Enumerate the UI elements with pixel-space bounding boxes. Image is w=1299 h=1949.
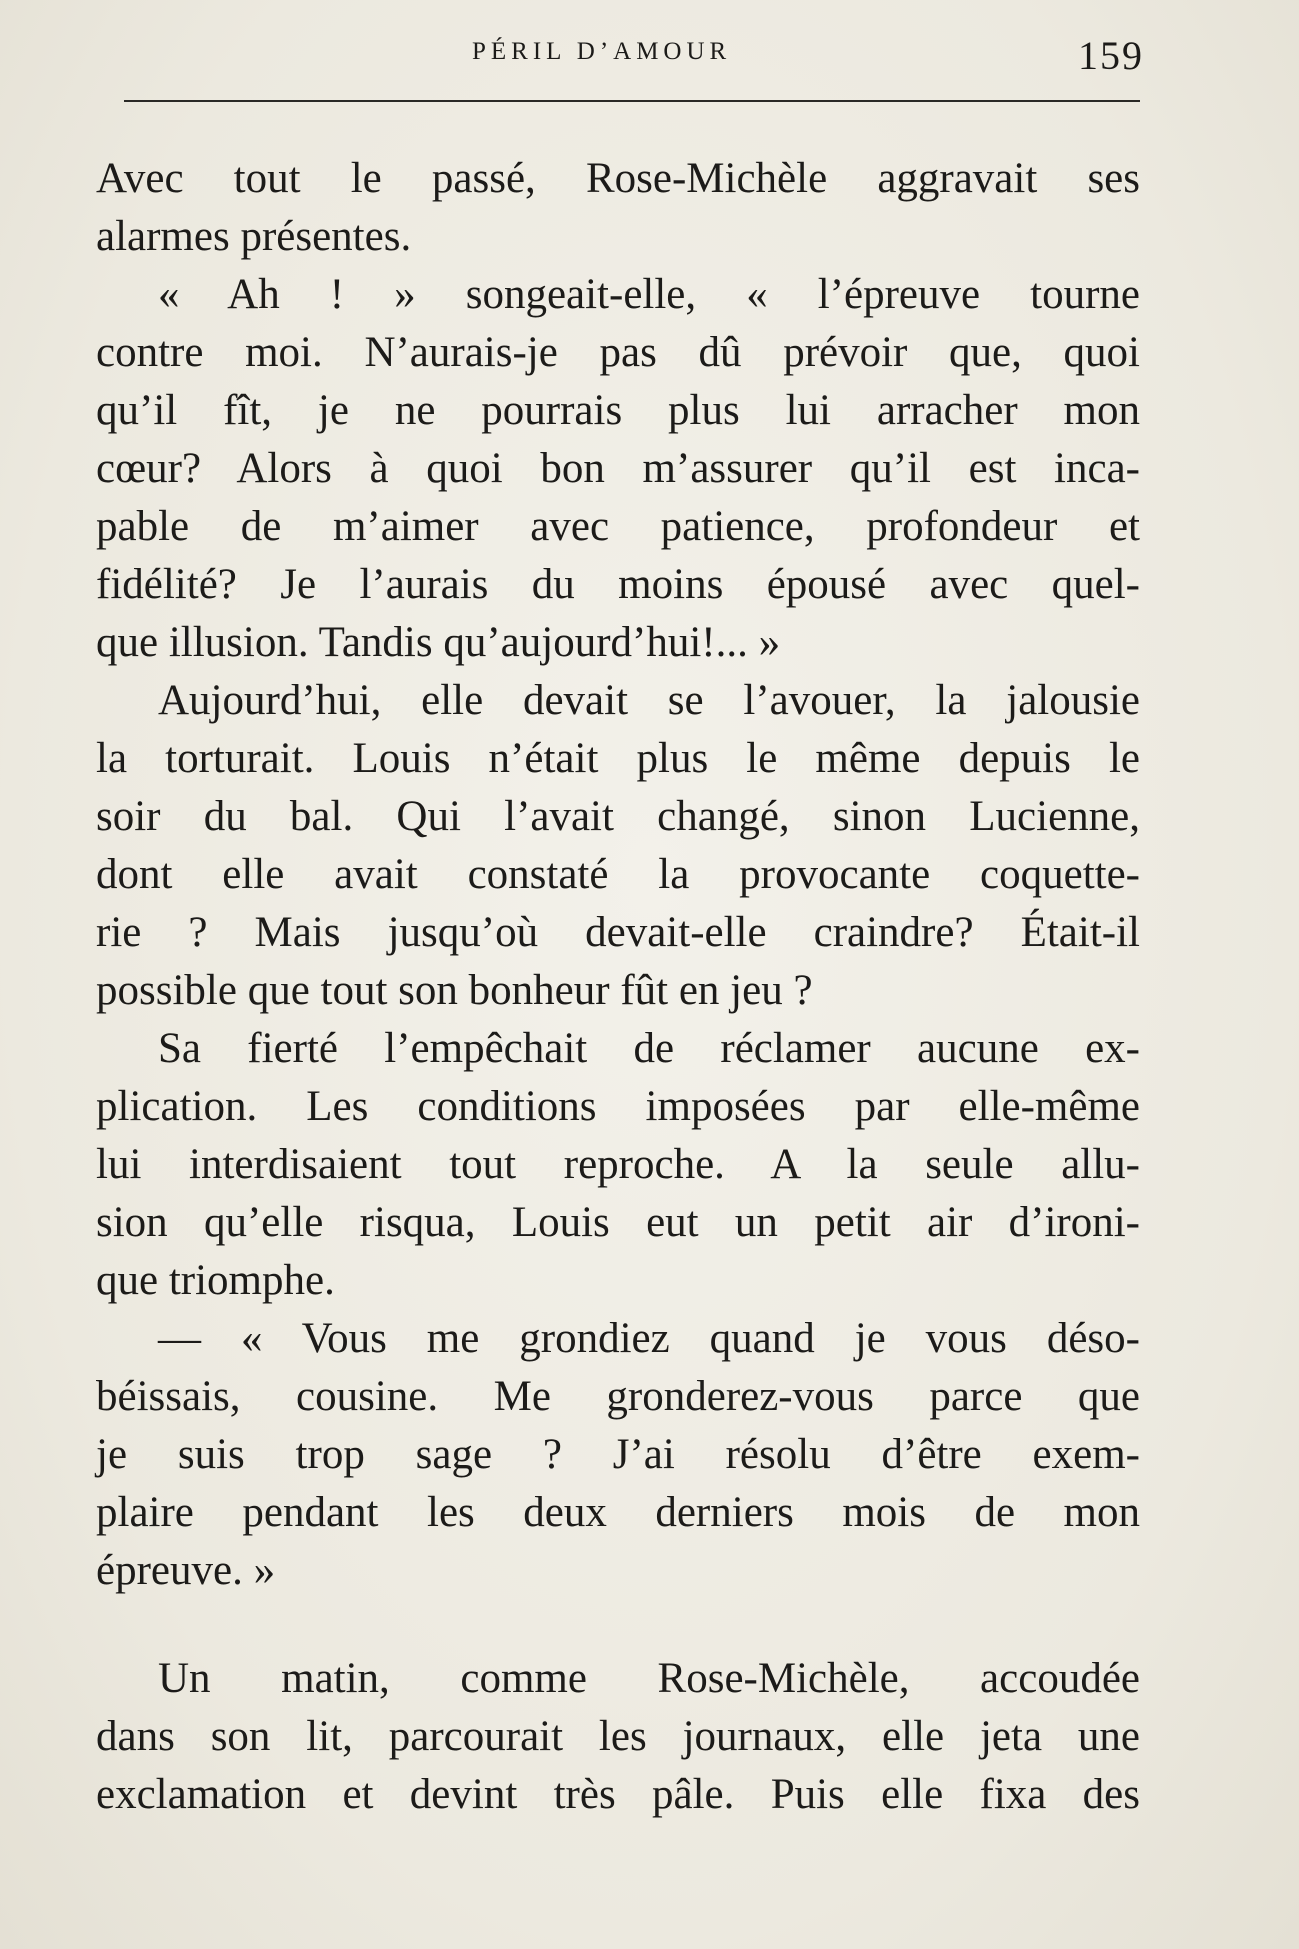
text-line: lui interdisaient tout reproche. A la seule allu- [96, 1141, 1140, 1188]
text-line: fidélité? Je l’aurais du moins épousé avec quel- [96, 561, 1140, 608]
text-line: Un matin, comme Rose-Michèle, accoudée [158, 1655, 1140, 1702]
text-line: soir du bal. Qui l’avait changé, sinon Lucienne, [96, 793, 1140, 840]
text-line: plication. Les conditions imposées par elle-même [96, 1083, 1140, 1130]
text-line: — « Vous me grondiez quand je vous déso- [158, 1315, 1140, 1362]
header-rule [124, 100, 1140, 102]
text-line: la torturait. Louis n’était plus le même depuis le [96, 735, 1140, 782]
text-line: que illusion. Tandis qu’aujourd’hui!... » [96, 619, 781, 666]
text-line: je suis trop sage ? J’ai résolu d’être exem- [96, 1431, 1140, 1478]
text-line: dont elle avait constaté la provocante coquette- [96, 851, 1140, 898]
text-line: béissais, cousine. Me gronderez-vous parce que [96, 1373, 1140, 1420]
text-line: que triomphe. [96, 1257, 335, 1304]
text-line: épreuve. » [96, 1547, 276, 1594]
text-line: contre moi. N’aurais-je pas dû prévoir que, quoi [96, 329, 1140, 376]
page-number: 159 [1078, 33, 1144, 78]
text-line: exclamation et devint très pâle. Puis elle fixa des [96, 1771, 1140, 1818]
text-line: Aujourd’hui, elle devait se l’avouer, la jalousie [158, 677, 1140, 724]
text-line: alarmes présentes. [96, 213, 412, 260]
text-line: sion qu’elle risqua, Louis eut un petit air d’ironi- [96, 1199, 1140, 1246]
text-line: Sa fierté l’empêchait de réclamer aucune ex- [158, 1025, 1140, 1072]
text-line: pable de m’aimer avec patience, profondeur et [96, 503, 1140, 550]
text-line: Avec tout le passé, Rose-Michèle aggravait ses [96, 155, 1140, 202]
text-line: qu’il fît, je ne pourrais plus lui arracher mon [96, 387, 1140, 434]
text-line: dans son lit, parcourait les journaux, elle jeta une [96, 1713, 1140, 1760]
running-title: PÉRIL D’AMOUR [472, 38, 732, 65]
text-line: possible que tout son bonheur fût en jeu ? [96, 967, 813, 1014]
text-line: « Ah ! » songeait-elle, « l’épreuve tourne [158, 271, 1140, 318]
text-line: plaire pendant les deux derniers mois de mon [96, 1489, 1140, 1536]
running-head [0, 33, 1299, 78]
text-line: cœur? Alors à quoi bon m’assurer qu’il est inca- [96, 445, 1140, 492]
text-line: rie ? Mais jusqu’où devait-elle craindre? Était-il [96, 909, 1140, 956]
